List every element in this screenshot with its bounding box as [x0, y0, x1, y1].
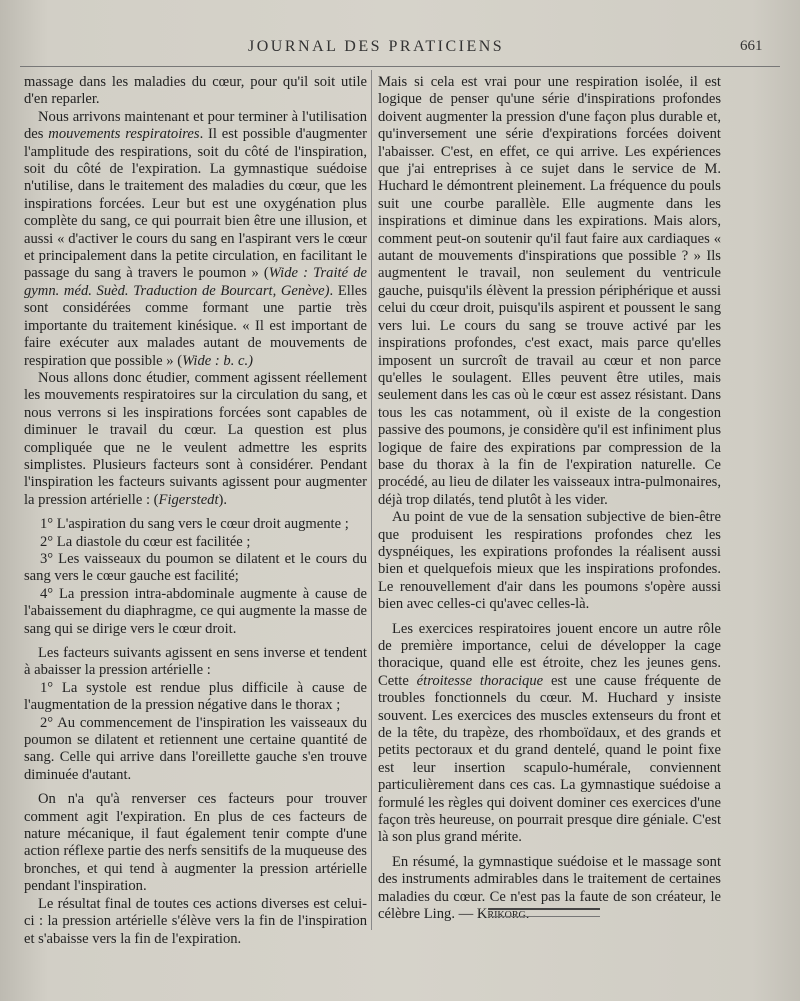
column-divider [371, 70, 372, 930]
end-ornament-rule [488, 908, 600, 917]
left-column [24, 74, 367, 948]
right-column [378, 74, 721, 924]
paragraph: massage dans les maladies du cœur, pour qu'il soit utile d'en reparler. [24, 74, 367, 108]
list-item: 2° Au commencement de l'inspiration les vaisseaux du poumon se dilatent et retiennent une certaine quantité de sang. Celle qui arrive dans l'oreillette gauche s'en trouve diminuée d'autant. [24, 714, 367, 783]
list-item: 3° Les vaisseaux du poumon se dilatent et le cours du sang vers le cœur gauche est facilité; [24, 550, 367, 585]
paragraph: Nous allons donc étudier, comment agissent réellement les mouvements respiratoires sur la circulation du sang, et nous verrons si les inspirations forcées sont capables de diminuer le travail du cœur. La question est plus compliquée que ne le veulent admettre les esprits simplistes. Plusieurs facteurs sont à considérer. Pendant l'inspiration les facteurs suivants agissent pour augmenter la pression artérielle : (Figerstedt). [24, 369, 367, 508]
paragraph: En résumé, la gymnastique suédoise et le massage sont des instruments admirables dans le traitement de certaines maladies du cœur. Ce n'est pas la faute de son créateur, le célèbre Ling. — Krikorg. [378, 853, 721, 923]
list-item: 4° La pression intra-abdominale augmente à cause de l'abaissement du diaphragme, ce qui augmente la masse de sang qui se dirige vers le cœur droit. [24, 585, 367, 637]
author-signature: Krikorg. [476, 906, 530, 923]
paragraph: Au point de vue de la sensation subjective de bien-être que produisent les respirations profondes chez les dyspnéiques, les expirations profondes la réalisent aussi bien et quelquefois mieux que les inspirations profondes. Le renouvellement d'air dans les poumons s'opère aussi bien avec celles-ci qu'avec celles-là. [378, 509, 721, 613]
list-item: 2° La diastole du cœur est facilitée ; [40, 533, 251, 550]
paragraph: Le résultat final de toutes ces actions diverses est celui-ci : la pression artérielle s'élève vers la fin de l'inspiration et s'abaisse vers la fin de l'expiration. [24, 895, 367, 947]
paragraph: Nous arrivons maintenant et pour terminer à l'utilisation des mouvements respiratoires. Il est possible d'augmenter l'amplitude des respirations, soit du côté de l'inspiration, soit du côté de l'expiration. La gymnastique suédoise n'utilise, dans le traitement des maladies du cœur, que les inspirations forcées. Leur but est une oxygénation plus complète du sang, ce qui pourrait bien être une illusion, et aussi « d'activer le cours du sang en l'aspirant vers le cœur et principalement dans la petite circulation, en facilitant le passage du sang à travers le poumon » (Wide : Traité de gymn. méd. Suèd. Traduction de Bourcart, Genève). Elles sont considérées comme formant une partie très importante du traitement kinésique. « Il est important de faire exécuter aux malades autant de mouvements de respiration que possible » (Wide : b. c.) [24, 108, 367, 369]
paragraph: Les exercices respiratoires jouent encore un autre rôle de première importance, celui de développer la cage thoracique, quand elle est étroite, chez les jeunes gens. Cette étroitesse thoracique est une cause fréquente de troubles fonctionnels du cœur. M. Huchard y insiste souvent. Les exercices des muscles extenseurs du front et de la tête, du trapèze, des rhomboïdaux, et des grands et petits pectoraux et du grand dentelé, quand le point fixe est leur insertion scapulo-humérale, conviennent particulièrement dans ces cas. La gymnastique suédoise a formulé les règles qui doivent dominer ces exercices d'une façon très heureuse, on pourrait presque dire géniale. C'est là son plus grand mérite. [378, 620, 721, 846]
journal-title: JOURNAL DES PRATICIENS [248, 38, 505, 55]
page-number: 661 [740, 38, 763, 54]
list-item: 1° La systole est rendue plus difficile à cause de l'augmentation de la pression négative dans le thorax ; [24, 679, 367, 714]
paragraph: Mais si cela est vrai pour une respiration isolée, il est logique de penser qu'une série d'inspirations profondes doivent augmenter la pression d'une façon plus durable et, qu'inversement une série d'expirations forcées doivent l'abaisser. C'est, en effet, ce qui arrive. Les expériences que j'ai entreprises à ce sujet dans le service de M. Huchard le démontrent pleinement. La fréquence du pouls suit une courbe parallèle. Elle augmente dans les inspirations et diminue dans les expirations. Mais alors, comment peut-on soutenir qu'il faut faire aux cardiaques « autant de mouvements d'inspirations que possible ? » Ils augmentent le travail, non seulement du ventricule gauche, puisqu'ils élèvent la pression périphérique et aussi celui du cœur droit, puisqu'ils aspirent et poussent le sang vers lui. Le cours du sang se trouve activé par les inspirations profondes, c'est exact, mais parce qu'elles imposent un surcroît de travail au cœur et non parce qu'elles le soulagent. Elles peuvent être utiles, mais seulement dans les cas où le cœur est assez résistant. Dans tous les cas notamment, où il existe de la congestion passive des poumons, je considère qu'il est infiniment plus logique de faire des expirations par compression de la base du thorax à la fin de l'expiration naturelle. Ce procédé, au lieu de dilater les vaisseaux intra-pulmonaires, déjà trop dilatés, tend plutôt à les vider. [378, 74, 721, 508]
paragraph: On n'a qu'à renverser ces facteurs pour trouver comment agit l'expiration. En plus de ces facteurs de nature mécanique, il faut également tenir compte d'une action réflexe partie des nerfs sensitifs de la muqueuse des bronches, et qui tend à augmenter la pression artérielle pendant l'inspiration. [24, 791, 367, 895]
running-header [0, 38, 800, 60]
paragraph: Les facteurs suivants agissent en sens inverse et tendent à abaisser la pression artérielle : [24, 645, 367, 679]
list-item: 1° L'aspiration du sang vers le cœur droit augmente ; [40, 516, 349, 533]
header-rule [20, 66, 780, 67]
